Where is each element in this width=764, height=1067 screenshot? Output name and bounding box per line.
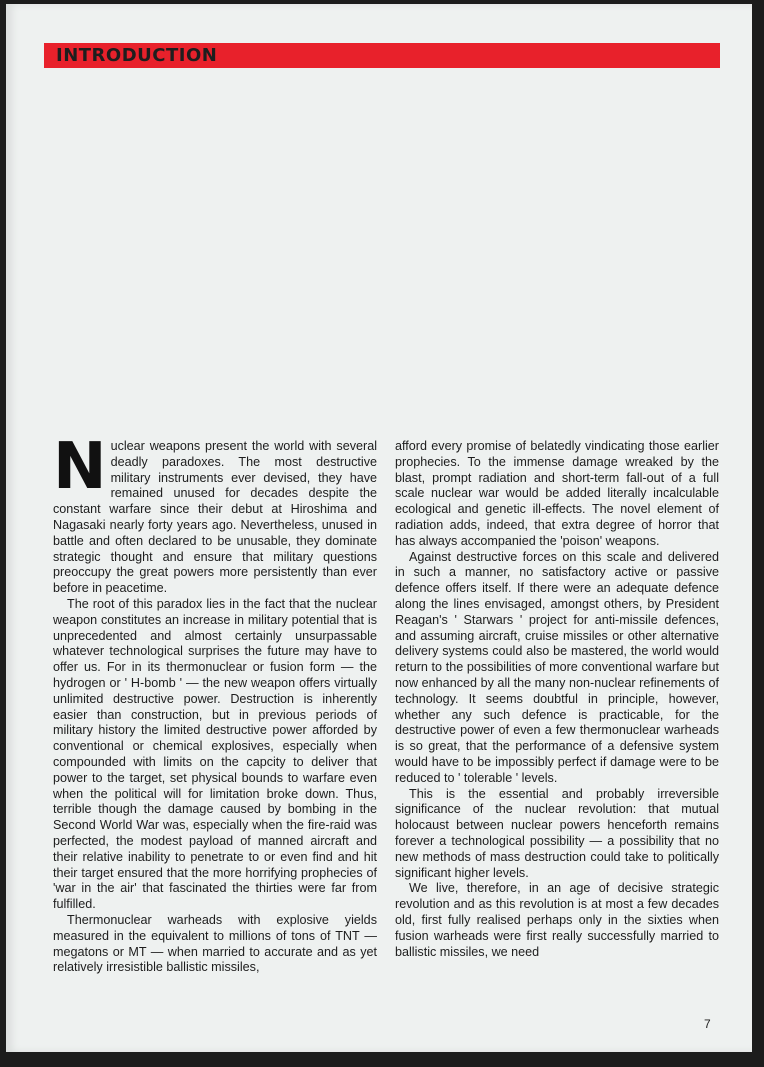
paragraph-2: The root of this paradox lies in the fact that the nuclear weapon constitutes an increase in military potential that is unprecedented and almost certainly unsurpassable whatever technological surprises the future may have to offer us. For in its thermonuclear or fusion form — the hydrogen or ' H-bomb ' — the new weapon offers virtually unlimited destructive power. Destruction is inherently easier than construction, but in previous periods of military history the limited destructive power afforded by conventional or chemical explosives, especially when compounded with limits on the capcity to deliver that power to the target, set physical bounds to warfare even when the political will for limitation broke down. Thus, terrible though the damage caused by bombing in the Second World War was, especially when the fire-raid was perfected, the modest payload of manned aircraft and their relative inability to penetrate to or even find and hit their target ensured that the more horrifying prophecies of 'war in the air' that fascinated the thirties were far from fulfilled. (53, 596, 377, 912)
document-page (6, 4, 752, 1052)
paragraph-5: Against destructive forces on this scale and delivered in such a manner, no satisfactory active or passive defence offers itself. If there were an adequate defence along the lines envisaged, amongst others, by President Reagan's ' Starwars ' project for anti-missile defences, and assuming aircraft, cruise missiles or other alternative delivery systems could also be mastered, the world would return to the possibilities of more conventional warfare but now enhanced by all the many non-nuclear refinements of technology. It seems doubtful in principle, however, whether any such defence is practicable, for the destructive power of even a few thermonuclear warheads is so great, that the performance of a defensive system would have to be impossibly perfect if damage were to be reduced to ' tolerable ' levels. (395, 549, 719, 785)
paragraph-6: This is the essential and probably irreversible significance of the nuclear revolution: that mutual holocaust between nuclear powers henceforth remains forever a technological possibility — a possibility that no new methods of mass destruction could take to politically significant higher levels. (395, 786, 719, 880)
paragraph-3: Thermonuclear warheads with explosive yields measured in the equivalent to millions of tons of TNT — megatons or MT — when married to accurate and as yet relatively irresistible ballistic missiles, (53, 912, 377, 975)
page-number: 7 (704, 1017, 711, 1031)
drop-cap: N (53, 430, 107, 504)
section-title: INTRODUCTION (56, 45, 218, 66)
paragraph-1 (53, 430, 377, 597)
paragraph-7: We live, therefore, in an age of decisive strategic revolution and as this revolution is at most a few decades old, first fully realised perhaps only in the sixties when fusion warheads were first really successfully married to ballistic missiles, we need (395, 881, 719, 959)
left-column (53, 430, 377, 976)
right-column (395, 439, 719, 960)
section-banner (44, 43, 720, 68)
paragraph-1-text: uclear weapons present the world with several deadly paradoxes. The most destructive military instruments ever devised, they have remained unused for decades despite the constant warfare since their debut at Hiroshima and Nagasaki nearly forty years ago. Nevertheless, unused in battle and often declared to be unusable, they dominate strategic thought and ensure that military questions preoccupy the great powers more persistently than ever before in peacetime. (53, 439, 377, 596)
paragraph-4: afford every promise of belatedly vindicating those earlier prophecies. To the immense damage wreaked by the blast, prompt radiation and short-term fall-out of a full scale nuclear war would be added literally incalculable ecological and genetic ill-effects. The novel element of radiation adds, indeed, that extra degree of horror that has always accompanied the 'poison' weapons. (395, 439, 719, 548)
